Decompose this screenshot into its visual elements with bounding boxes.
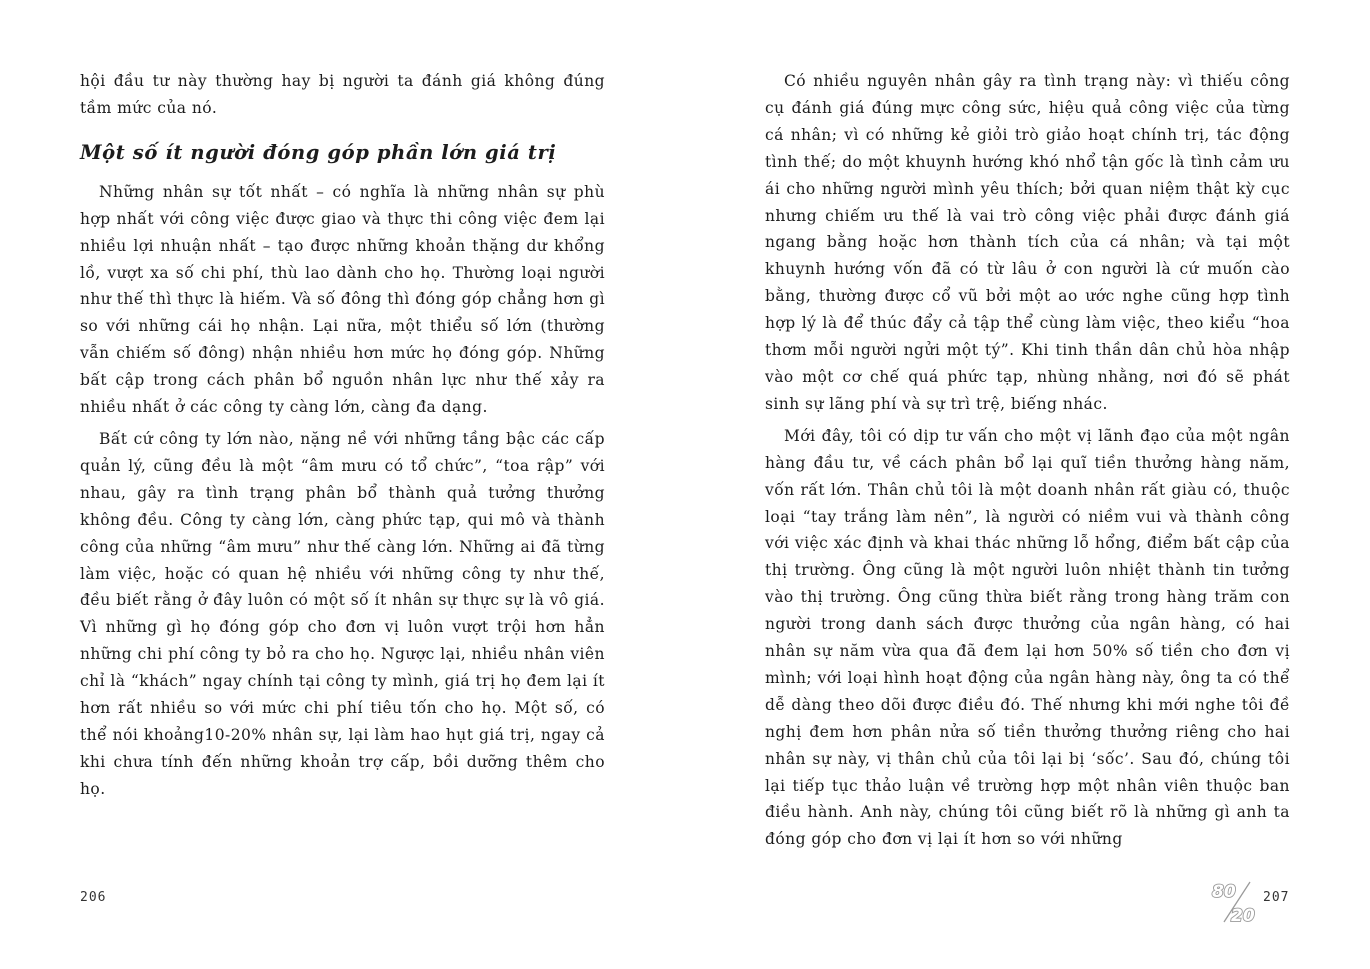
80-20-logo-icon — [1210, 878, 1265, 926]
body-paragraph: Mới đây, tôi có dịp tư vấn cho một vị lãnh đạo của một ngân hàng đầu tư, về cách phân bổ lại quĩ tiền thưởng hàng năm, vốn rất lớn. Thân chủ tôi là một doanh nhân rất giàu có, thuộc loại “tay trắng làm nên”, là người có niềm vui và thành công với việc xác định và khai thác những lỗ hổng, điểm bất cập của thị trường. Ông cũng là một người luôn nhiệt thành tin tưởng vào thị trường. Ông cũng thừa biết rằng trong hàng trăm con người trong danh sách được thưởng của ngân hàng, có hai nhân sự năm vừa qua đã đem lại hơn 50% số tiền cho đơn vị mình; với loại hình hoạt động của ngân hàng này, ông ta có thể dễ dàng theo dõi được điều đó. Thế nhưng khi mới nghe tôi đề nghị đem hơn phân nửa số tiền thưởng thưởng riêng cho hai nhân sự này, vị thân chủ của tôi lại bị ‘sốc’. Sau đó, chúng tôi lại tiếp tục thảo luận về trường hợp một nhân viên thuộc ban điều hành. Anh này, chúng tôi cũng biết rõ là những gì anh ta đóng góp cho đơn vị lại ít hơn so với những — [765, 426, 1290, 849]
right-text-block — [765, 68, 1290, 858]
body-paragraph: Bất cứ công ty lớn nào, nặng nề với những tầng bậc các cấp quản lý, cũng đều là một “âm mưu có tổ chức”, “toa rập” với nhau, gây ra tình trạng phân bổ thành quả tưởng thưởng không đều. Công ty càng lớn, càng phức tạp, qui mô và thành công của những “âm mưu” như thế càng lớn. Những ai đã từng làm việc, hoặc có quan hệ nhiều với những công ty như thế, đều biết rằng ở đây luôn có một số ít nhân sự thực sự là vô giá. Vì những gì họ đóng góp cho đơn vị luôn vượt trội hơn hẳn những chi phí công ty bỏ ra cho họ. Ngược lại, nhiều nhân viên chỉ là “khách” ngay chính tại công ty mình, giá trị họ đem lại ít hơn rất nhiều so với mức chi phí tiêu tốn cho họ. Một số, có thể nói khoảng10-20% nhân sự, lại làm hao hụt giá trị, ngay cả khi chưa tính đến những khoản trợ cấp, bồi dưỡng thêm cho họ. — [80, 429, 605, 798]
continuation-paragraph: hội đầu tư này thường hay bị người ta đánh giá không đúng tầm mức của nó. — [80, 72, 605, 117]
logo-top-number: 80 — [1212, 882, 1236, 902]
section-heading: Một số ít người đóng góp phần lớn giá trị — [80, 140, 557, 164]
left-text-block — [80, 68, 605, 808]
body-paragraph: Những nhân sự tốt nhất – có nghĩa là những nhân sự phù hợp nhất với công việc được giao và thực thi công việc đem lại nhiều lợi nhuận nhất – tạo được những khoản thặng dư khổng lồ, vượt xa số chi phí, thù lao dành cho họ. Thường loại người như thế thì thực là hiếm. Và số đông thì đóng góp chẳng hơn gì so với những cái họ nhận. Lại nữa, một thiểu số lớn (thường vẫn chiếm số đông) nhận nhiều hơn mức họ đóng góp. Những bất cập trong cách phân bổ nguồn nhân lực như thế xảy ra nhiều nhất ở các công ty càng lớn, càng đa dạng. — [80, 182, 605, 417]
right-page — [685, 0, 1370, 969]
body-paragraph: Có nhiều nguyên nhân gây ra tình trạng này: vì thiếu công cụ đánh giá đúng mực công sức, hiệu quả công việc của từng cá nhân; vì có những kẻ giỏi trò giảo hoạt chính trị, tác động tình thế; do một khuynh hướng khó nhổ tận gốc là tình cảm ưu ái cho những người mình yêu thích; bởi quan niệm thật kỳ cục nhưng chiếm ưu thế là vai trò công việc phải được đánh giá ngang bằng hoặc hơn thành tích của cá nhân; và tại một khuynh hướng vốn đã có từ lâu ở con người là cứ muốn cào bằng, thường được cổ vũ bởi một ao ước nghe cũng hợp tình hợp lý là để thúc đẩy cả tập thể cùng làm việc, theo kiểu “hoa thơm mỗi người ngửi một tý”. Khi tinh thần dân chủ hòa nhập vào một cơ chế quá phức tạp, nhùng nhằng, nơi đó sẽ phát sinh sự lãng phí và sự trì trệ, biếng nhác. — [765, 72, 1290, 413]
page-number-left: 206 — [80, 890, 107, 905]
logo-bottom-number: 20 — [1231, 906, 1255, 926]
page-number-right: 207 — [1263, 890, 1290, 905]
